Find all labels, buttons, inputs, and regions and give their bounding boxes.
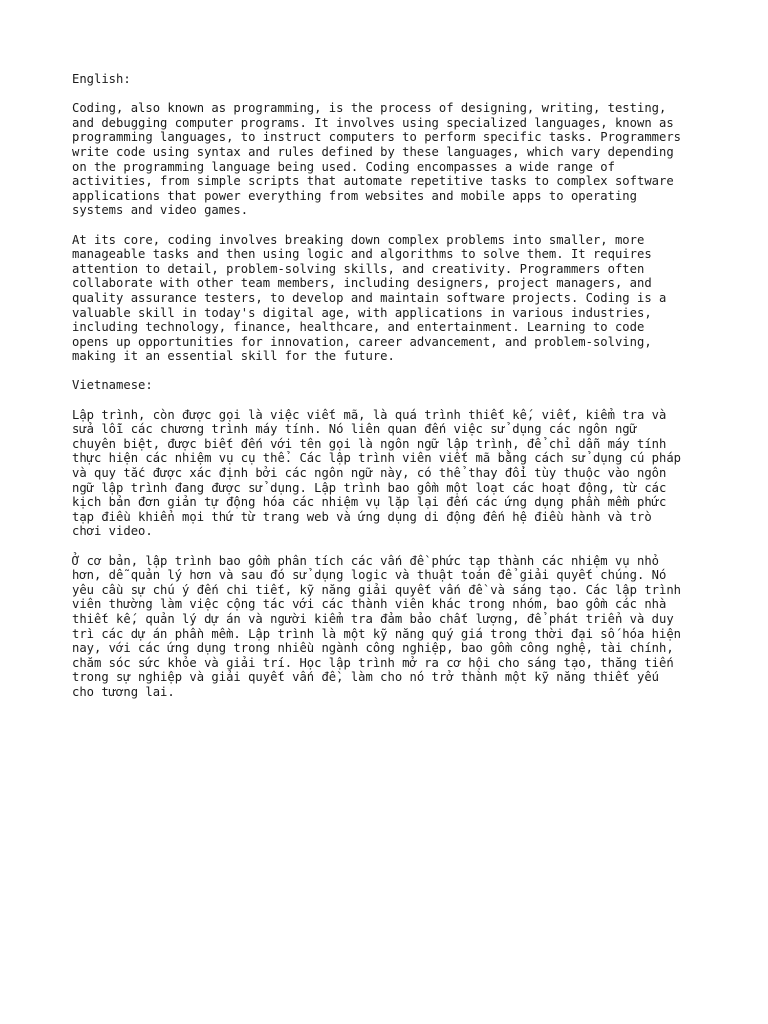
document-page (72, 72, 712, 714)
paragraph-line: activities, from simple scripts that automate repetitive tasks to complex software (72, 174, 674, 189)
vietnamese-paragraph-2 (72, 554, 712, 700)
paragraph-line: attention to detail, problem-solving skills, and creativity. Programmers often (72, 261, 645, 276)
paragraph-line: collaborate with other team members, including designers, project managers, and (72, 276, 652, 291)
paragraph-line: thiết kế, quản lý dự án và người kiểm tra đảm bảo chất lượng, để phát triển và duy (72, 611, 674, 626)
paragraph-line: thực hiện các nhiệm vụ cụ thể. Các lập trình viên viết mã bằng cách sử dụng cú pháp (72, 451, 682, 466)
paragraph-line: applications that power everything from websites and mobile apps to operating (72, 188, 637, 203)
paragraph-line: At its core, coding involves breaking down complex problems into smaller, more (72, 232, 645, 247)
paragraph-line: chuyên biệt, được biết đến với tên gọi là ngôn ngữ lập trình, để chỉ dẫn máy tính (72, 436, 667, 451)
vietnamese-paragraph-1 (72, 408, 712, 539)
vietnamese-heading (72, 378, 712, 393)
paragraph-line: opens up opportunities for innovation, career advancement, and problem-solving, (72, 334, 652, 349)
paragraph-line: yêu cầu sự chú ý đến chi tiết, kỹ năng giải quyết vấn đề và sáng tạo. Các lập trình (72, 582, 682, 597)
paragraph-line: ngữ lập trình đang được sử dụng. Lập trình bao gồm một loạt các hoạt động, từ các (72, 480, 667, 495)
paragraph-line: making it an essential skill for the future. (72, 349, 395, 364)
paragraph-line: quality assurance testers, to develop and maintain software projects. Coding is a (72, 290, 667, 305)
paragraph-line: và quy tắc được xác định bởi các ngôn ngữ này, có thể thay đổi tùy thuộc vào ngôn (72, 466, 667, 481)
english-paragraph-1 (72, 101, 712, 218)
english-heading-text: English: (72, 72, 131, 86)
paragraph-line: write code using syntax and rules defined by these languages, which vary depending (72, 144, 674, 159)
paragraph-line: tạp điều khiển mọi thứ từ trang web và ứng dụng di động đến hệ điều hành và trò (72, 509, 652, 524)
english-paragraph-2 (72, 233, 712, 364)
paragraph-line: and debugging computer programs. It involves using specialized languages, known as (72, 115, 674, 130)
paragraph-line: chơi video. (72, 524, 153, 539)
paragraph-line: manageable tasks and then using logic and algorithms to solve them. It requires (72, 247, 652, 262)
paragraph-line: kịch bản đơn giản tự động hóa các nhiệm vụ lặp lại đến các ứng dụng phần mềm phức (72, 495, 667, 510)
paragraph-line: nay, với các ứng dụng trong nhiều ngành công nghiệp, bao gồm công nghệ, tài chính, (72, 641, 674, 656)
paragraph-line: cho tương lai. (72, 684, 175, 699)
paragraph-line: including technology, finance, healthcare, and entertainment. Learning to code (72, 320, 645, 335)
paragraph-line: trong sự nghiệp và giải quyết vấn đề, làm cho nó trở thành một kỹ năng thiết yếu (72, 670, 659, 685)
paragraph-line: Lập trình, còn được gọi là việc viết mã, là quá trình thiết kế, viết, kiểm tra và (72, 407, 667, 422)
paragraph-line: hơn, dễ quản lý hơn và sau đó sử dụng logic và thuật toán để giải quyết chúng. Nó (72, 568, 667, 583)
vietnamese-heading-text: Vietnamese: (72, 378, 153, 393)
paragraph-line: trì các dự án phần mềm. Lập trình là một kỹ năng quý giá trong thời đại số hóa hiện (72, 626, 682, 641)
paragraph-line: Ở cơ bản, lập trình bao gồm phân tích các vấn đề phức tạp thành các nhiệm vụ nhỏ (72, 553, 659, 568)
paragraph-line: on the programming language being used. Coding encompasses a wide range of (72, 159, 615, 174)
paragraph-line: sửa lỗi các chương trình máy tính. Nó liên quan đến việc sử dụng các ngôn ngữ (72, 422, 637, 437)
paragraph-line: systems and video games. (72, 203, 249, 218)
paragraph-line: Coding, also known as programming, is the process of designing, writing, testing, (72, 101, 667, 116)
english-heading (72, 72, 712, 87)
paragraph-line: valuable skill in today's digital age, with applications in various industries, (72, 305, 652, 320)
paragraph-line: viên thường làm việc cộng tác với các thành viên khác trong nhóm, bao gồm các nhà (72, 597, 667, 612)
paragraph-line: programming languages, to instruct computers to perform specific tasks. Programmers (72, 130, 682, 145)
paragraph-line: chăm sóc sức khỏe và giải trí. Học lập trình mở ra cơ hội cho sáng tạo, thăng tiến (72, 655, 674, 670)
